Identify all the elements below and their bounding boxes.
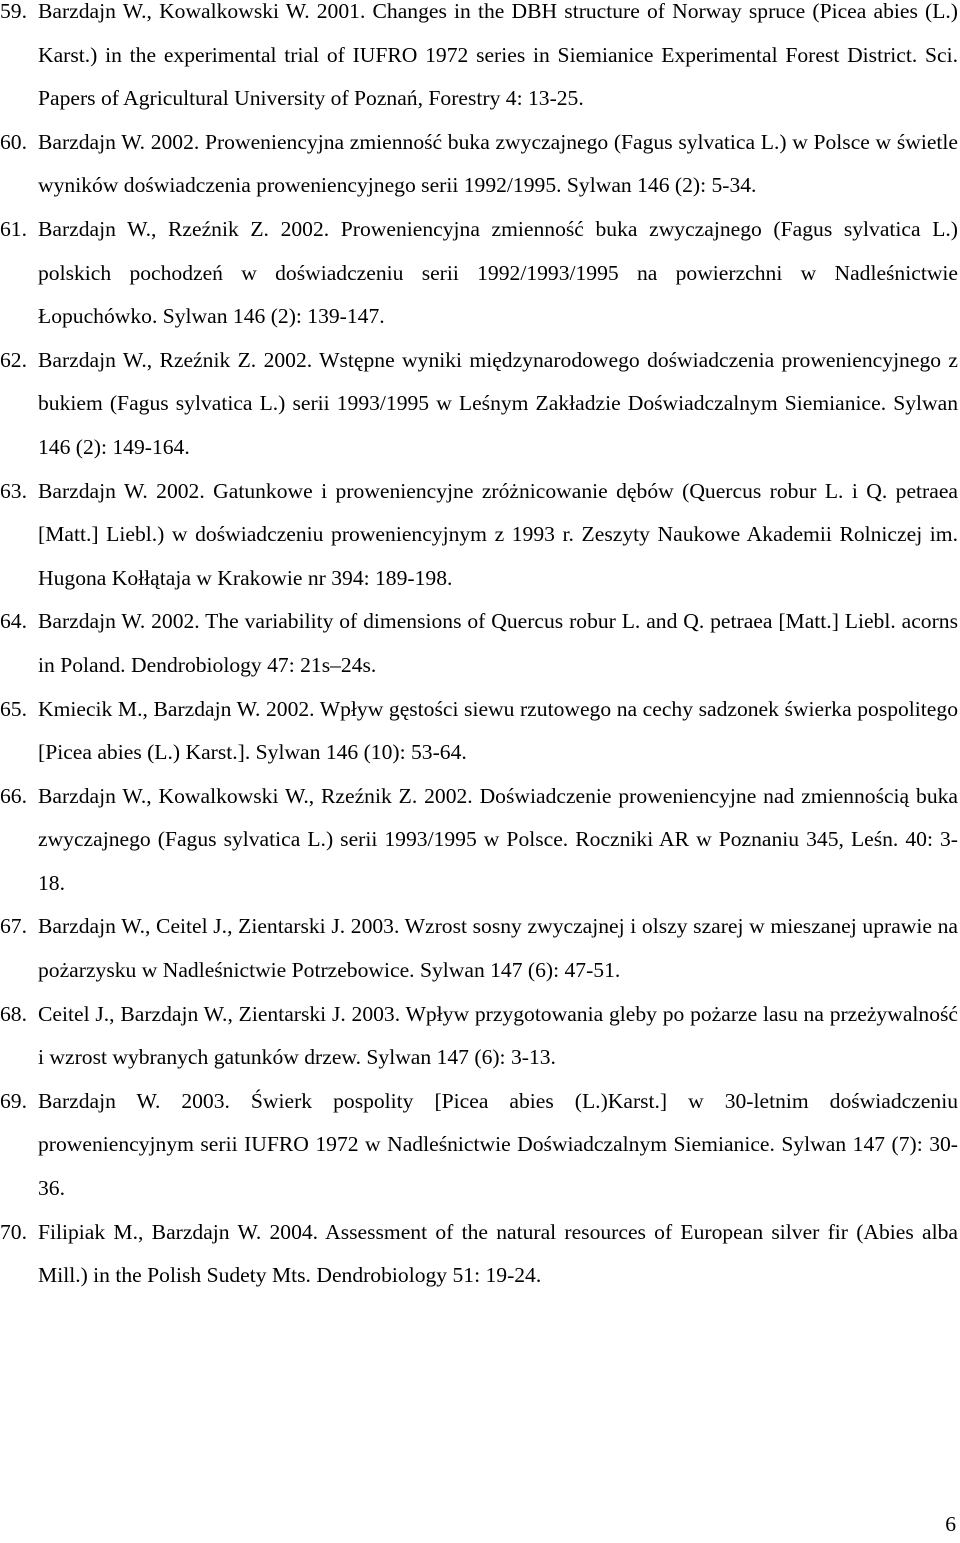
reference-item [0,208,958,339]
reference-item [0,339,958,470]
reference-number: 66. [0,783,27,808]
reference-number: 63. [0,478,27,503]
reference-item [0,121,958,208]
reference-number: 69. [0,1088,27,1113]
reference-number: 68. [0,1001,27,1026]
reference-text: Ceitel J., Barzdajn W., Zientarski J. 2003. Wpływ przygotowania gleby po pożarze lasu na przeżywalność i wzrost wybranych gatunków drzew. Sylwan 147 (6): 3-13. [38,1001,958,1070]
reference-text: Kmiecik M., Barzdajn W. 2002. Wpływ gęstości siewu rzutowego na cechy sadzonek świerka pospolitego [Picea abies (L.) Karst.]. Sylwan 146 (10): 53-64. [38,696,958,765]
reference-number: 70. [0,1219,27,1244]
reference-number: 60. [0,129,27,154]
reference-text: Barzdajn W., Rzeźnik Z. 2002. Wstępne wyniki międzynarodowego doświadczenia proweniencyjnego z bukiem (Fagus sylvatica L.) serii 1993/1995 w Leśnym Zakładzie Doświadczalnym Siemianice. Sylwan 146 (2): 149-164. [38,347,958,459]
reference-item [0,993,958,1080]
reference-number: 59. [0,0,27,23]
reference-number: 61. [0,216,27,241]
reference-item [0,775,958,906]
reference-item [0,0,958,121]
reference-number: 62. [0,347,27,372]
reference-item [0,1080,958,1211]
reference-item [0,470,958,601]
reference-number: 64. [0,609,27,634]
reference-item [0,1211,958,1298]
reference-number: 67. [0,914,27,939]
reference-text: Barzdajn W., Kowalkowski W. 2001. Changes in the DBH structure of Norway spruce (Picea abies (L.) Karst.) in the experimental trial of IUFRO 1972 series in Siemianice Experimental Forest District. Sci. Papers of Agricultural University of Poznań, Forestry 4: 13-25. [38,0,958,111]
reference-text: Barzdajn W., Ceitel J., Zientarski J. 2003. Wzrost sosny zwyczajnej i olszy szarej w mieszanej uprawie na pożarzysku w Nadleśnictwie Potrzebowice. Sylwan 147 (6): 47-51. [38,914,958,983]
reference-text: Barzdajn W. 2002. The variability of dimensions of Quercus robur L. and Q. petraea [Matt.] Liebl. acorns in Poland. Dendrobiology 47: 21s–24s. [38,609,958,677]
reference-item [0,688,958,775]
reference-item [0,600,958,687]
reference-text: Barzdajn W. 2002. Proweniencyjna zmienność buka zwyczajnego (Fagus sylvatica L.) w Polsce w świetle wyników doświadczenia proweniencyjnego serii 1992/1995. Sylwan 146 (2): 5-34. [38,129,958,198]
reference-item [0,905,958,992]
page-number: 6 [945,1512,956,1536]
reference-text: Filipiak M., Barzdajn W. 2004. Assessment of the natural resources of European silver fir (Abies alba Mill.) in the Polish Sudety Mts. Dendrobiology 51: 19-24. [38,1219,958,1288]
reference-text: Barzdajn W. 2002. Gatunkowe i proweniencyjne zróżnicowanie dębów (Quercus robur L. i Q. petraea [Matt.] Liebl.) w doświadczeniu proweniencyjnym z 1993 r. Zeszyty Naukowe Akademii Rolniczej im. Hugona Kołłątaja w Krakowie nr 394: 189-198. [38,478,958,590]
reference-text: Barzdajn W. 2003. Świerk pospolity [Picea abies (L.)Karst.] w 30-letnim doświadczeniu proweniencyjnym serii IUFRO 1972 w Nadleśnictwie Doświadczalnym Siemianice. Sylwan 147 (7): 30-36. [38,1088,958,1201]
reference-number: 65. [0,696,27,721]
reference-text: Barzdajn W., Kowalkowski W., Rzeźnik Z. 2002. Doświadczenie proweniencyjne nad zmiennością buka zwyczajnego (Fagus sylvatica L.) serii 1993/1995 w Polsce. Roczniki AR w Poznaniu 345, Leśn. 40: 3-18. [38,783,958,895]
reference-text: Barzdajn W., Rzeźnik Z. 2002. Proweniencyjna zmienność buka zwyczajnego (Fagus sylvatica L.) polskich pochodzeń w doświadczeniu serii 1992/1993/1995 na powierzchni w Nadleśnictwie Łopuchówko. Sylwan 146 (2): 139-147. [38,216,958,329]
